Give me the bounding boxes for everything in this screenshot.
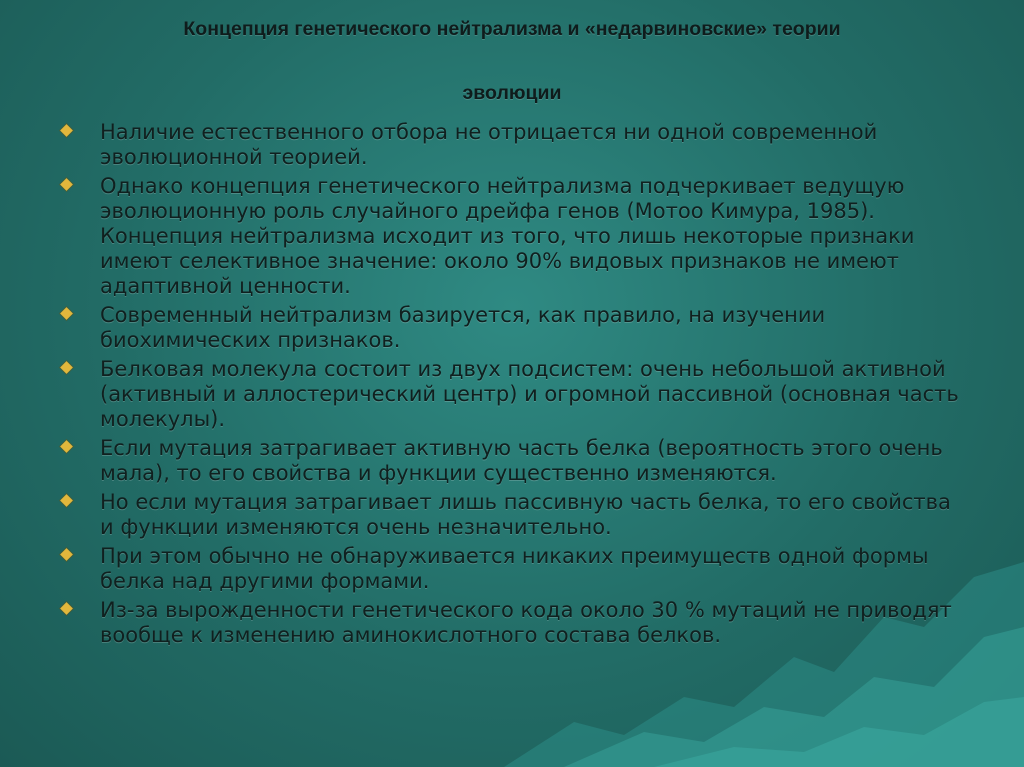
- bullet-item: [58, 174, 968, 299]
- bullet-text: Но если мутация затрагивает лишь пассивную часть белка, то его свойства и функции изменяются очень незначительно.: [100, 490, 951, 539]
- bullet-list: [58, 120, 968, 652]
- bullet-item: [58, 303, 968, 353]
- bullet-item: [58, 490, 968, 540]
- bullet-text: Однако концепция генетического нейтрализма подчеркивает ведущую эволюционную роль случайного дрейфа генов (Мотоо Кимура, 1985). Концепция нейтрализма исходит из того, что лишь некоторые признаки имеют селективное значение: около 90% видовых признаков не имеют адаптивной ценности.: [100, 174, 915, 298]
- bullet-text: Белковая молекула состоит из двух подсистем: очень небольшой активной (активный и аллостерический центр) и огромной пассивной (основная часть молекулы).: [100, 357, 959, 431]
- diamond-bullet-icon: [60, 548, 73, 561]
- diamond-bullet-icon: [60, 361, 73, 374]
- bullet-text: Если мутация затрагивает активную часть белка (вероятность этого очень мала), то его свойства и функции существенно изменяются.: [100, 436, 943, 485]
- bullet-item: [58, 120, 968, 170]
- slide-title: [40, 16, 984, 106]
- bullet-item: [58, 357, 968, 432]
- bullet-text: Наличие естественного отбора не отрицается ни одной современной эволюционной теорией.: [100, 120, 878, 169]
- diamond-bullet-icon: [60, 124, 73, 137]
- bullet-text: Из-за вырожденности генетического кода около 30 % мутаций не приводят вообще к изменению аминокислотного состава белков.: [100, 598, 952, 647]
- slide-title-line2: эволюции: [462, 82, 562, 104]
- diamond-bullet-icon: [60, 440, 73, 453]
- diamond-bullet-icon: [60, 307, 73, 320]
- bullet-text: При этом обычно не обнаруживается никаких преимуществ одной формы белка над другими формами.: [100, 544, 929, 593]
- bullet-item: [58, 436, 968, 486]
- diamond-bullet-icon: [60, 494, 73, 507]
- diamond-bullet-icon: [60, 602, 73, 615]
- bullet-item: [58, 598, 968, 648]
- bullet-text: Современный нейтрализм базируется, как правило, на изучении биохимических признаков.: [100, 303, 826, 352]
- diamond-bullet-icon: [60, 178, 73, 191]
- slide-title-line1: Концепция генетического нейтрализма и «недарвиновские» теории: [183, 18, 841, 40]
- bullet-item: [58, 544, 968, 594]
